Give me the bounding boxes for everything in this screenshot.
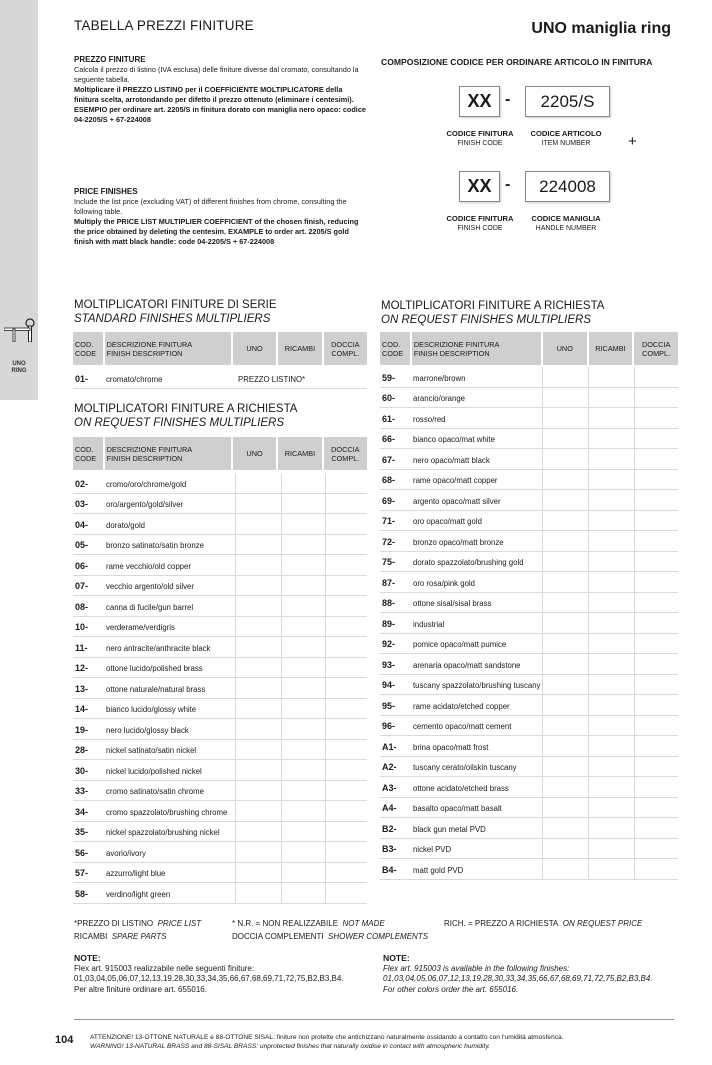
finish-code: 94-: [382, 680, 396, 690]
finish-code: 87-: [382, 577, 396, 588]
finish-code: 14-: [75, 704, 89, 714]
table-row: [73, 699, 367, 720]
table-row: [380, 798, 678, 819]
finish-code: 60-: [382, 393, 396, 403]
table-row: [73, 740, 367, 761]
table-row: 01- cromato/chrome PREZZO LISTINO*: [73, 368, 367, 389]
table-row: [380, 839, 678, 860]
finish-description: bronzo opaco/matt bronze: [413, 537, 504, 547]
finish-description: oro opaco/matt gold: [413, 517, 482, 526]
finish-description: vecchio argento/old silver: [106, 582, 194, 591]
finish-code: B2-: [382, 823, 397, 834]
finish-description: verdino/light green: [106, 889, 171, 899]
item-number-box: 2205/S: [525, 86, 610, 117]
finish-description: rame vecchio/old copper: [106, 561, 191, 571]
finish-code: 58-: [75, 888, 89, 899]
on-request-left-table: [73, 473, 367, 904]
table-row: [380, 634, 678, 655]
table-row: [380, 716, 678, 737]
table-row: [73, 863, 367, 884]
finish-code: 72-: [382, 536, 396, 547]
on-request-left-header: COD. CODE DESCRIZIONE FINITURA FINISH DESCRIPTION UNO RICAMBI DOCCIA COMPL.: [73, 437, 367, 470]
table-row: [380, 859, 678, 880]
finish-description: avorio/ivory: [106, 848, 146, 858]
standard-section-title: MOLTIPLICATORI FINITURE DI SERIE STANDARD FINISHES MULTIPLIERS: [74, 299, 277, 325]
finish-description: nickel PVD: [413, 845, 452, 854]
table-row: [380, 408, 678, 429]
intro-en: PRICE FINISHES Include the list price (excluding VAT) of different finishes from chrome, consulting the following table. Multiply the PRICE LIST MULTIPLIER COEFFICIENT of the chosen finish, reducing the price obtained by deleting the centesim. EXAMPLE to order art. 2205/S gold finish with matt black handle: code 04-2205/S + 67-224008: [74, 187, 359, 246]
table-row: [73, 555, 367, 576]
finish-description: arenaria opaco/matt sandstone: [413, 660, 521, 670]
finish-description: cemento opaco/matt cement: [413, 722, 512, 731]
table-row: [380, 757, 678, 778]
table-row: [73, 822, 367, 843]
side-tab: [0, 0, 38, 400]
handle-number-box: 224008: [525, 171, 610, 202]
table-row: [73, 473, 367, 494]
finish-code: B3-: [382, 844, 397, 854]
item-number-caption: CODICE ARTICOLO ITEM NUMBER: [530, 129, 602, 147]
table-row: [73, 514, 367, 535]
finish-description: nickel satinato/satin nickel: [106, 746, 197, 755]
finish-code: 57-: [75, 868, 89, 878]
table-row: [380, 388, 678, 409]
table-row: [380, 777, 678, 798]
finish-description: tuscany spazzolato/brushing tuscany: [413, 681, 541, 690]
finish-code: 07-: [75, 581, 89, 591]
finish-description: marrone/brown: [413, 373, 466, 383]
handle-number-caption: CODICE MANIGLIA HANDLE NUMBER: [531, 214, 601, 232]
finish-description: nero antracite/anthracite black: [106, 643, 211, 653]
finish-description: arancio/orange: [413, 394, 466, 403]
finish-code-caption: CODICE FINITURA FINISH CODE: [446, 129, 514, 147]
standard-table-header: COD. CODE DESCRIZIONE FINITURA FINISH DESCRIPTION UNO RICAMBI DOCCIA COMPL.: [73, 332, 367, 365]
finish-description: rame opaco/matt copper: [413, 476, 498, 485]
table-row: [73, 781, 367, 802]
finish-code-caption-2: CODICE FINITURA FINISH CODE: [446, 214, 514, 232]
finish-code: A2-: [382, 762, 397, 772]
finish-code: 03-: [75, 499, 89, 509]
finish-code: 93-: [382, 659, 396, 670]
finish-description: ottone naturale/natural brass: [106, 684, 206, 694]
finish-code: 11-: [75, 642, 88, 653]
table-row: [73, 637, 367, 658]
standard-table: [73, 368, 367, 389]
table-row: [380, 675, 678, 696]
table-row: [380, 470, 678, 491]
table-row: [380, 818, 678, 839]
table-row: [380, 429, 678, 450]
finish-code: 34-: [75, 806, 89, 817]
finish-code: 10-: [75, 622, 89, 632]
intro-it: PREZZO FINITURE Calcola il prezzo di listino (IVA esclusa) delle finiture diverse dal cromato, consultando la seguente tabella. Moltiplicare il PREZZO LISTINO per il COEFFICIENTE MOLTIPLICATORE della finitura scelta, arrotondando per difetto il prezzo ottenuto (eliminare i centesimi). ESEMPIO per ordinare art. 2205/S in finitura dorato con maniglia nero opaco: codice 04-2205/S + 67-224008: [74, 55, 366, 124]
finish-code: 71-: [382, 516, 396, 526]
table-row: [380, 736, 678, 757]
footer-divider: [74, 1019, 674, 1020]
finish-code: 59-: [382, 372, 396, 383]
finish-description: rosso/red: [413, 414, 446, 424]
table-row: [73, 678, 367, 699]
finish-code: 56-: [75, 847, 89, 858]
attention-note: ATTENZIONE! 13-OTTONE NATURALE e 88-OTTONE SISAL: finiture non protette che antichizzano naturalmente ossidando a contatto con l'umidità atmosferica. WARNING! 13-NATURAL BRASS and 88-SISAL BRASS: unprotected finishes that naturally oxidise in contact with atmospheric humidity.: [90, 1034, 564, 1050]
finish-description: oro rosa/pink gold: [413, 578, 475, 588]
finish-code: 02-: [75, 478, 89, 489]
finish-code: 05-: [75, 540, 89, 550]
composition-title: COMPOSIZIONE CODICE PER ORDINARE ARTICOLO IN FINITURA: [381, 57, 653, 67]
finish-description: oro/argento/gold/silver: [106, 500, 184, 509]
finish-code: 68-: [382, 475, 396, 485]
finish-description: black gun metal PVD: [413, 824, 486, 834]
table-row: [380, 490, 678, 511]
table-row: [380, 552, 678, 573]
table-row: [380, 572, 678, 593]
finish-code: 88-: [382, 598, 396, 608]
finish-description: bianco opaco/mat white: [413, 435, 495, 444]
table-row: [73, 883, 367, 904]
table-row: [73, 719, 367, 740]
finish-code: 04-: [75, 519, 89, 530]
finish-description: basalto opaco/matt basalt: [413, 804, 502, 813]
finish-description: nickel lucido/polished nickel: [106, 766, 202, 776]
finish-code: 35-: [75, 827, 89, 837]
table-row: [380, 654, 678, 675]
table-row: [73, 842, 367, 863]
finish-code: A4-: [382, 803, 397, 813]
finish-code: 28-: [75, 745, 89, 755]
door-handle-icon: [4, 318, 36, 342]
finish-description: bianco lucido/glossy white: [106, 705, 197, 714]
on-request-left-title: MOLTIPLICATORI FINITURE A RICHIESTA ON REQUEST FINISHES MULTIPLIERS: [74, 403, 298, 429]
finish-code: 96-: [382, 721, 396, 731]
finish-description: pomice opaco/matt pumice: [413, 640, 507, 649]
finish-description: azzurro/light blue: [106, 869, 166, 878]
finish-code: 75-: [382, 557, 396, 567]
finish-code: 67-: [382, 454, 396, 465]
product-title: UNO maniglia ring: [531, 20, 671, 37]
table-row: [73, 658, 367, 679]
finish-description: rame acidato/etched copper: [413, 701, 510, 711]
finish-description: bronzo satinato/satin bronze: [106, 541, 204, 550]
table-row: [380, 695, 678, 716]
side-tab-label: UNO RING: [11, 361, 27, 374]
page-title: TABELLA PREZZI FINITURE: [74, 18, 254, 33]
finish-description: verderame/verdigris: [106, 623, 175, 632]
finish-description: cromo/oro/chrome/gold: [106, 479, 187, 489]
table-row: [380, 531, 678, 552]
table-row: [73, 617, 367, 638]
finish-code-box-2: XX: [459, 171, 500, 202]
finish-code: 08-: [75, 601, 89, 612]
finish-code: A1-: [382, 741, 397, 752]
finish-description: nero opaco/matt black: [413, 455, 490, 465]
finish-code: 61-: [382, 413, 396, 424]
on-request-right-header: COD. CODE DESCRIZIONE FINITURA FINISH DESCRIPTION UNO RICAMBI DOCCIA COMPL.: [380, 332, 678, 365]
plus-sign: +: [628, 133, 637, 150]
finish-code: A3-: [382, 782, 397, 793]
finish-code: 33-: [75, 786, 89, 796]
finish-description: ottone sisal/sisal brass: [413, 599, 492, 608]
table-row: [73, 596, 367, 617]
finish-code: 89-: [382, 618, 396, 629]
finish-description: nickel spazzolato/brushing nickel: [106, 828, 220, 837]
finish-description: ottone lucido/polished brass: [106, 664, 203, 673]
finish-code: 12-: [75, 663, 89, 673]
finish-description: nero lucido/glossy black: [106, 725, 189, 735]
on-request-right-table: [380, 367, 678, 880]
finish-description: ottone acidato/etched brass: [413, 783, 509, 793]
finish-description: tuscany cerato/oilskin tuscany: [413, 763, 517, 772]
on-request-right-title: MOLTIPLICATORI FINITURE A RICHIESTA ON REQUEST FINISHES MULTIPLIERS: [381, 300, 605, 326]
note-it: NOTE: Flex art. 915003 realizzabile nelle seguenti finiture: 01,03,04,05,06,07,12,13,19,28,30,33,34,35,66,67,68,69,71,72,75,B2,B3,B4. Per altre finiture ordinare art. 655016.: [74, 953, 344, 994]
table-row: [73, 760, 367, 781]
finish-code: 30-: [75, 765, 89, 776]
finish-code: 13-: [75, 683, 89, 694]
table-row: [73, 494, 367, 515]
legend-col-2: * N.R. = NON REALIZZABILE NOT MADE DOCCIA COMPLEMENTI SHOWER COMPLEMENTS: [232, 919, 429, 941]
page-number: 104: [55, 1034, 74, 1046]
table-row: [380, 511, 678, 532]
finish-code: B4-: [382, 864, 397, 875]
table-row: [73, 576, 367, 597]
finish-description: industrial: [413, 619, 445, 629]
table-row: [73, 535, 367, 556]
table-row: [380, 367, 678, 388]
finish-description: canna di fucile/gun barrel: [106, 602, 194, 612]
table-row: [380, 449, 678, 470]
table-row: [73, 801, 367, 822]
code-separator-2: -: [505, 176, 511, 193]
finish-description: cromo spazzolato/brushing chrome: [106, 807, 228, 817]
table-row: [380, 593, 678, 614]
legend-col-3: RICH. = PREZZO A RICHIESTA ON REQUEST PRICE: [444, 919, 643, 928]
note-en: NOTE: Flex art. 915003 is available in the following finishes: 01,03,04,05,06,07,12,13,19,28,30,33,34,35,66,67,68,69,71,72,75,B2,B3,B4. For other colors order the art. 655016.: [383, 953, 653, 994]
finish-code: 92-: [382, 639, 396, 649]
finish-code: 69-: [382, 495, 396, 506]
finish-description: matt gold PVD: [413, 865, 464, 875]
code-separator: -: [505, 91, 511, 108]
table-row: [380, 613, 678, 634]
finish-description: dorato spazzolato/brushing gold: [413, 558, 524, 567]
finish-code: 95-: [382, 700, 396, 711]
finish-description: brina opaco/matt frost: [413, 742, 489, 752]
legend-col-1: *PREZZO DI LISTINO PRICE LIST RICAMBI SPARE PARTS: [74, 919, 202, 941]
finish-code: 66-: [382, 434, 396, 444]
finish-description: dorato/gold: [106, 520, 146, 530]
finish-code-box: XX: [459, 86, 500, 117]
finish-code: 19-: [75, 724, 89, 735]
finish-description: cromo satinato/satin chrome: [106, 787, 204, 796]
finish-description: argento opaco/matt silver: [413, 496, 501, 506]
finish-code: 06-: [75, 560, 89, 571]
